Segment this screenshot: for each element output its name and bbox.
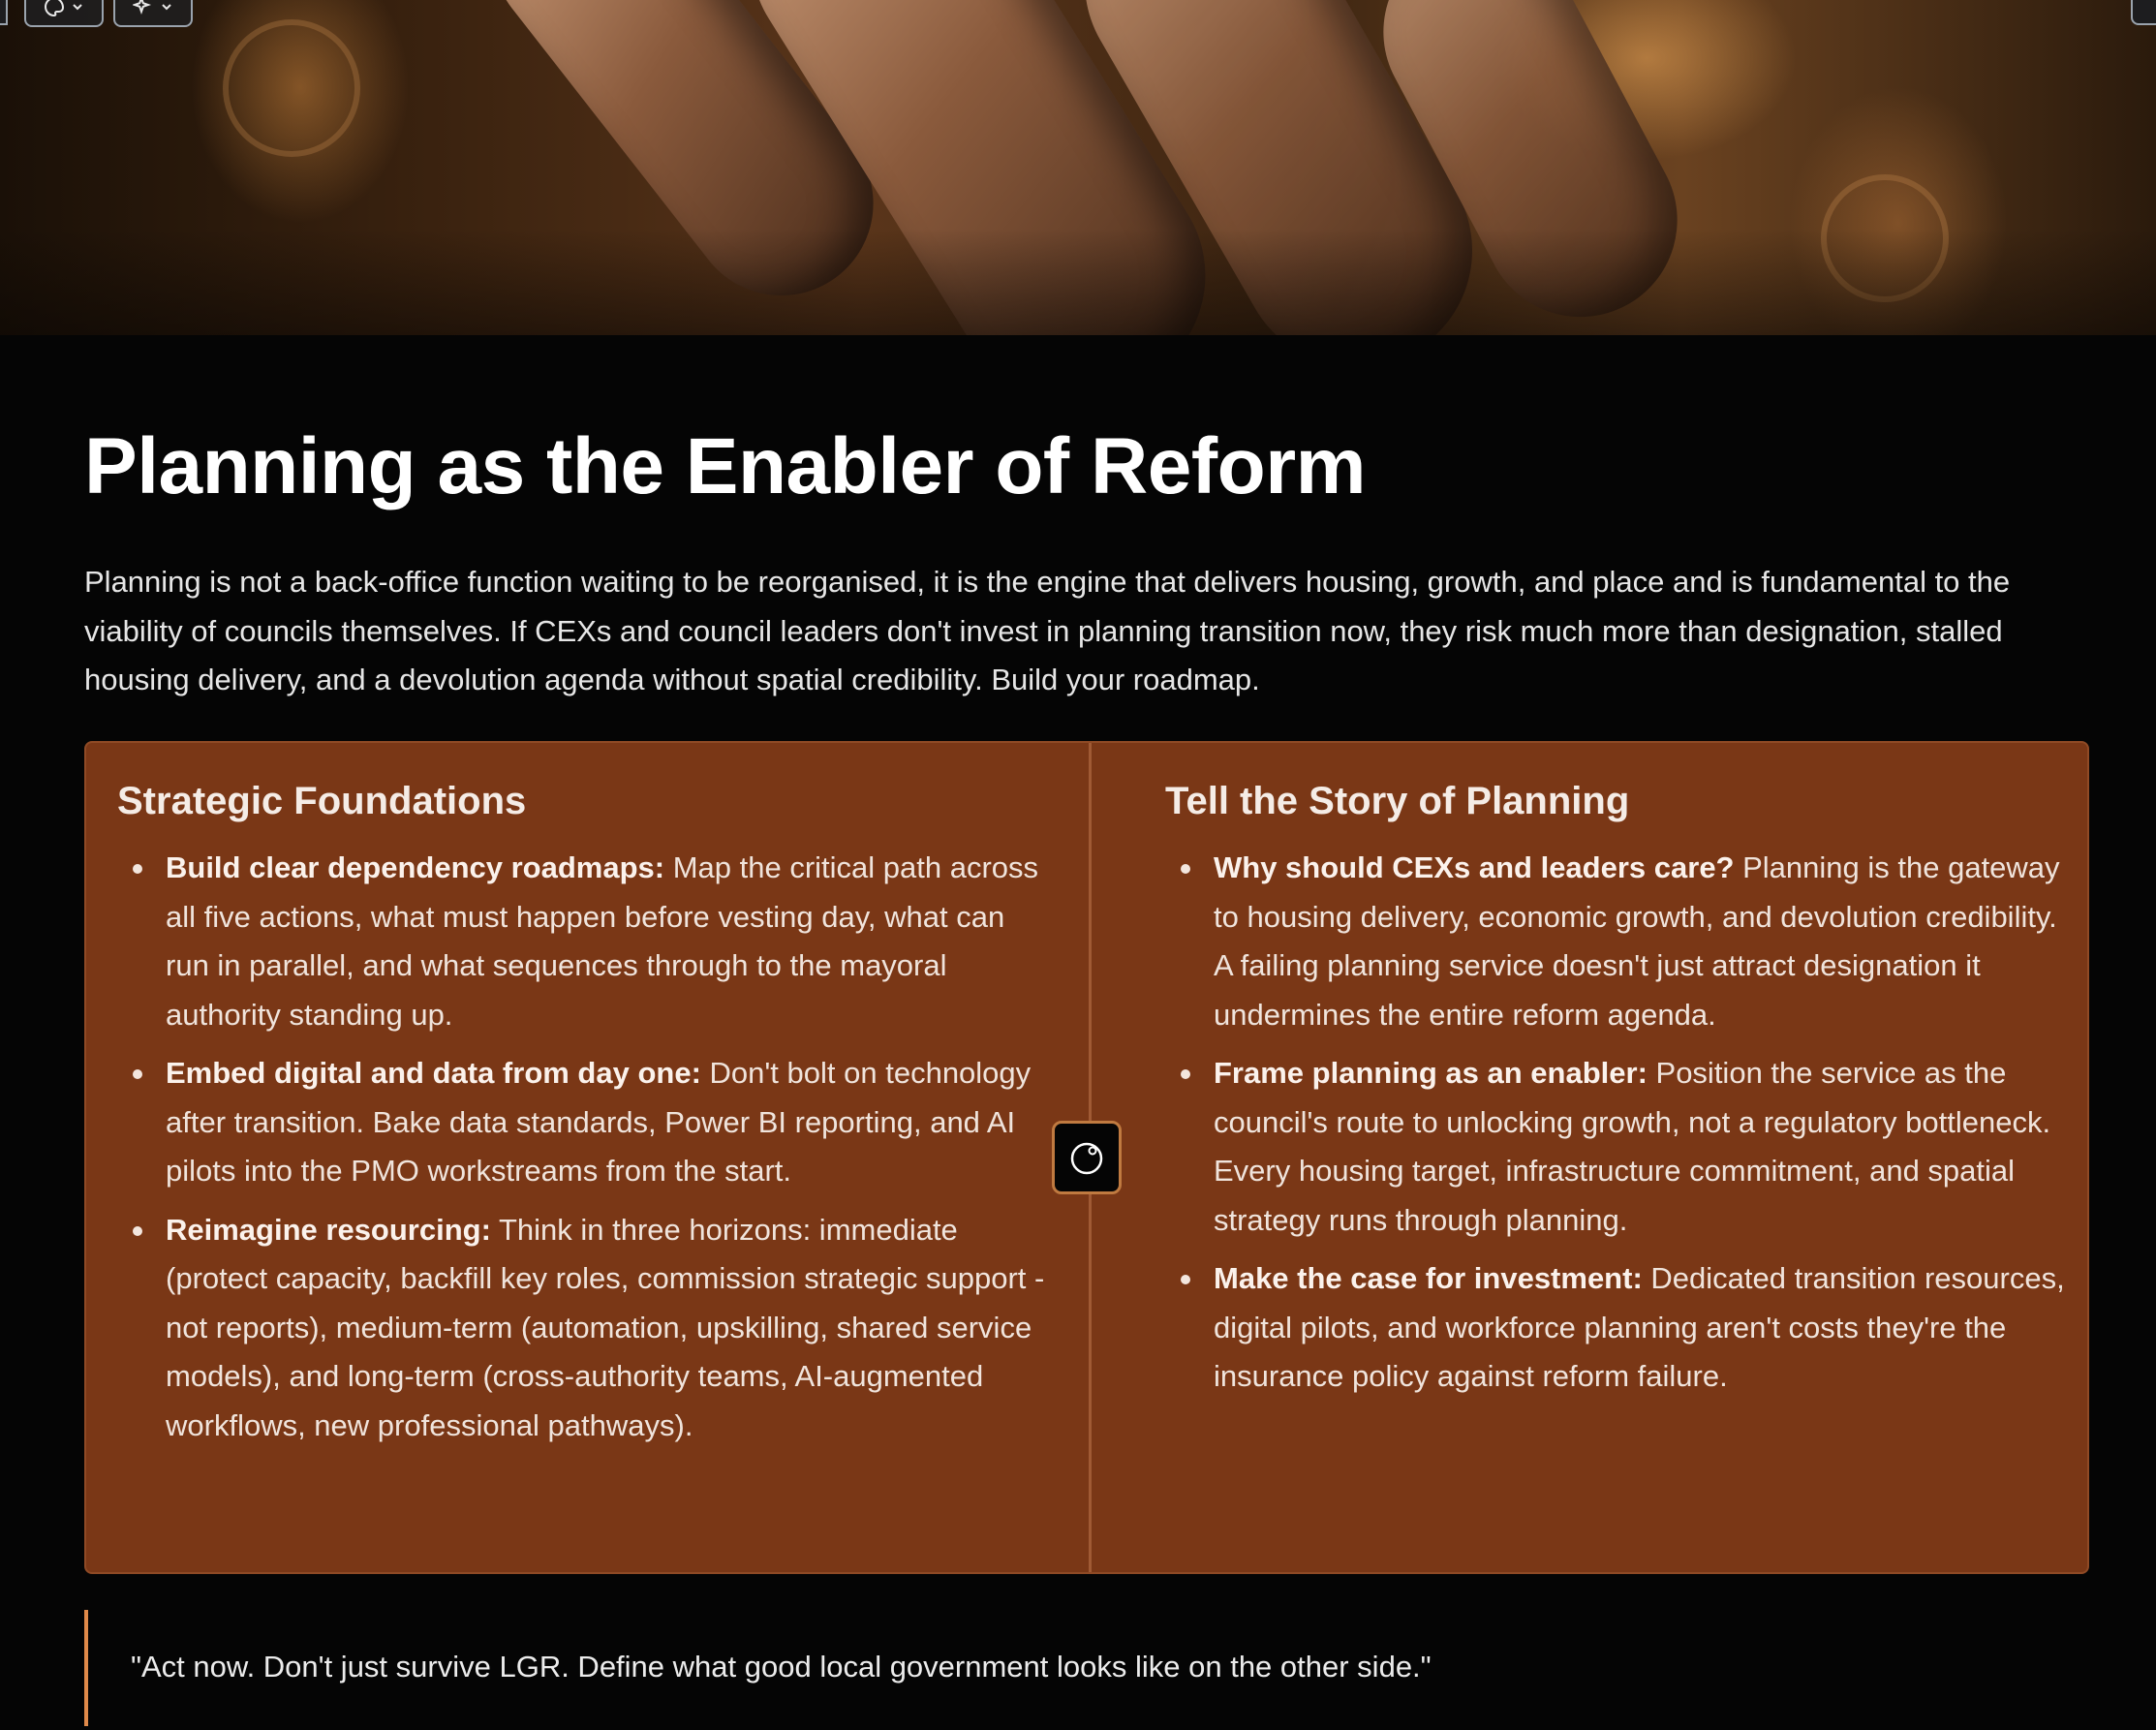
item-lead: Why should CEXs and leaders care?	[1214, 850, 1735, 884]
item-text: Think in three horizons: immediate (protect capacity, backfill key roles, commission strategic support - not reports), medium-term (automation, upskilling, shared service models), and long-term (cross-authority teams, AI-augmented workflows, new professional pathways).	[166, 1212, 1045, 1442]
orb-icon	[1067, 1138, 1106, 1177]
item-text: Dedicated transition resources, digital pilots, and workforce planning aren't costs they're the insurance policy against reform failure.	[1214, 1261, 2065, 1393]
tell-the-story-column	[1165, 772, 2066, 1411]
strategic-foundations-column	[117, 772, 1052, 1460]
two-column-card	[84, 741, 2089, 1574]
sparkle-icon	[133, 0, 154, 17]
chevron-down-icon	[71, 0, 84, 14]
item-text: Planning is the gateway to housing delivery, economic growth, and devolution credibility. A failing planning service doesn't just attract designation it undermines the entire reform agenda.	[1214, 850, 2060, 1032]
list-item	[1214, 1049, 2066, 1245]
item-lead: Make the case for investment:	[1214, 1261, 1643, 1295]
right-edge-tab[interactable]	[2131, 0, 2156, 25]
item-text: Position the service as the council's route to unlocking growth, not a regulatory bottleneck. Every housing target, infrastructure commitment, and spatial strategy runs through planning.	[1214, 1056, 2051, 1237]
item-text: Map the critical path across all five actions, what must happen before vesting day, what can run in parallel, and what sequences through to the mayoral authority standing up.	[166, 850, 1039, 1032]
intro-paragraph: Planning is not a back-office function waiting to be reorganised, it is the engine that delivers housing, growth, and place and is fundamental to the viability of councils themselves. If CEXs and council leaders don't invest in planning transition now, they risk much more than designation, stalled housing delivery, and a devolution agenda without spatial credibility. Build your roadmap.	[84, 565, 2011, 696]
item-lead: Reimagine resourcing:	[166, 1212, 491, 1247]
palette-icon	[44, 0, 65, 17]
item-text: Don't bolt on technology after transition. Bake data standards, Power BI reporting, and AI pilots into the PMO workstreams from the start.	[166, 1056, 1032, 1188]
item-lead: Frame planning as an enabler:	[1214, 1056, 1648, 1090]
list-item	[166, 1206, 1052, 1451]
style-menu-button[interactable]	[24, 0, 104, 27]
bullet-list	[1165, 844, 2066, 1402]
item-lead: Embed digital and data from day one:	[166, 1056, 701, 1090]
chevron-down-icon	[160, 0, 173, 14]
column-heading: Tell the Story of Planning	[1165, 780, 1630, 822]
list-item	[166, 1049, 1052, 1196]
bullet-list	[117, 844, 1052, 1450]
list-item	[1214, 844, 2066, 1039]
list-item	[166, 844, 1052, 1039]
column-heading: Strategic Foundations	[117, 780, 527, 822]
ai-menu-button[interactable]	[113, 0, 193, 27]
hero-image	[0, 0, 2156, 335]
page-title: Planning as the Enabler of Reform	[84, 422, 1367, 510]
callout-quote: "Act now. Don't just survive LGR. Define what good local government looks like on the other side."	[84, 1610, 2089, 1726]
left-edge-tab[interactable]	[0, 0, 8, 25]
hero-shade	[0, 229, 2156, 335]
list-item	[1214, 1254, 2066, 1402]
column-resize-handle[interactable]	[1052, 1121, 1122, 1194]
glowing-interface-ring	[223, 19, 360, 157]
item-lead: Build clear dependency roadmaps:	[166, 850, 665, 884]
